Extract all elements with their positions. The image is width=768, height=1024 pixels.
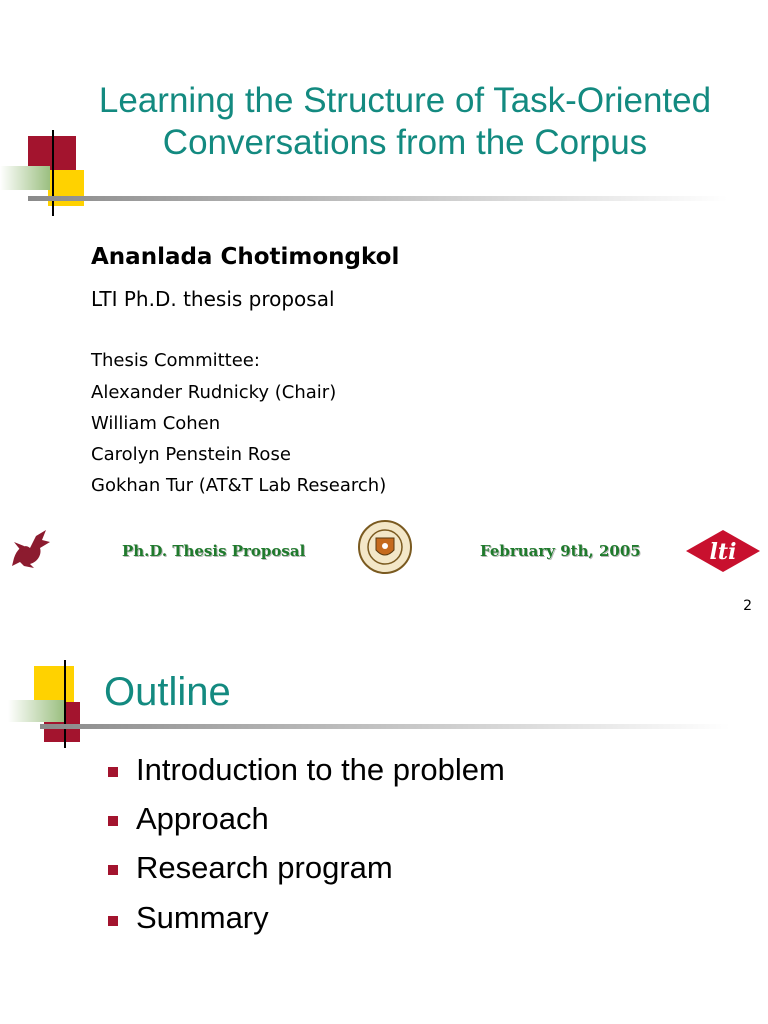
title-line-2: Conversations from the Corpus: [162, 123, 648, 162]
committee-member: Gokhan Tur (AT&T Lab Research): [91, 475, 387, 496]
slide-title: Outline: [104, 670, 231, 714]
outline-item: Approach: [136, 801, 269, 836]
title-rule: [28, 196, 728, 201]
committee-member: Alexander Rudnicky (Chair): [91, 382, 337, 403]
outline-item: Introduction to the problem: [136, 752, 505, 787]
footer-left-text: Ph.D. Thesis Proposal: [122, 542, 306, 560]
committee-member: William Cohen: [91, 413, 221, 434]
proposal-subtitle: LTI Ph.D. thesis proposal: [91, 287, 335, 311]
corner-decoration: [0, 660, 110, 760]
bullet-marker: [108, 767, 118, 777]
outline-item: Summary: [136, 900, 269, 935]
bullet-marker: [108, 865, 118, 875]
bullet-marker: [108, 916, 118, 926]
page-number: 2: [743, 598, 752, 614]
committee-heading: Thesis Committee:: [91, 350, 260, 371]
svg-text:lti: lti: [709, 539, 737, 565]
lti-logo-icon: [684, 528, 762, 574]
slide-title: [60, 80, 750, 164]
title-rule: [40, 724, 730, 729]
outline-item: Research program: [136, 850, 393, 885]
title-line-1: Learning the Structure of Task-Oriented: [98, 81, 712, 120]
bullet-marker: [108, 816, 118, 826]
university-seal-icon: [358, 520, 412, 574]
outline-slide: [0, 640, 768, 1024]
committee-member: Carolyn Penstein Rose: [91, 444, 291, 465]
footer-right-text: February 9th, 2005: [480, 542, 641, 560]
author-name: Ananlada Chotimongkol: [91, 244, 400, 270]
griffin-logo-icon: [8, 522, 52, 568]
